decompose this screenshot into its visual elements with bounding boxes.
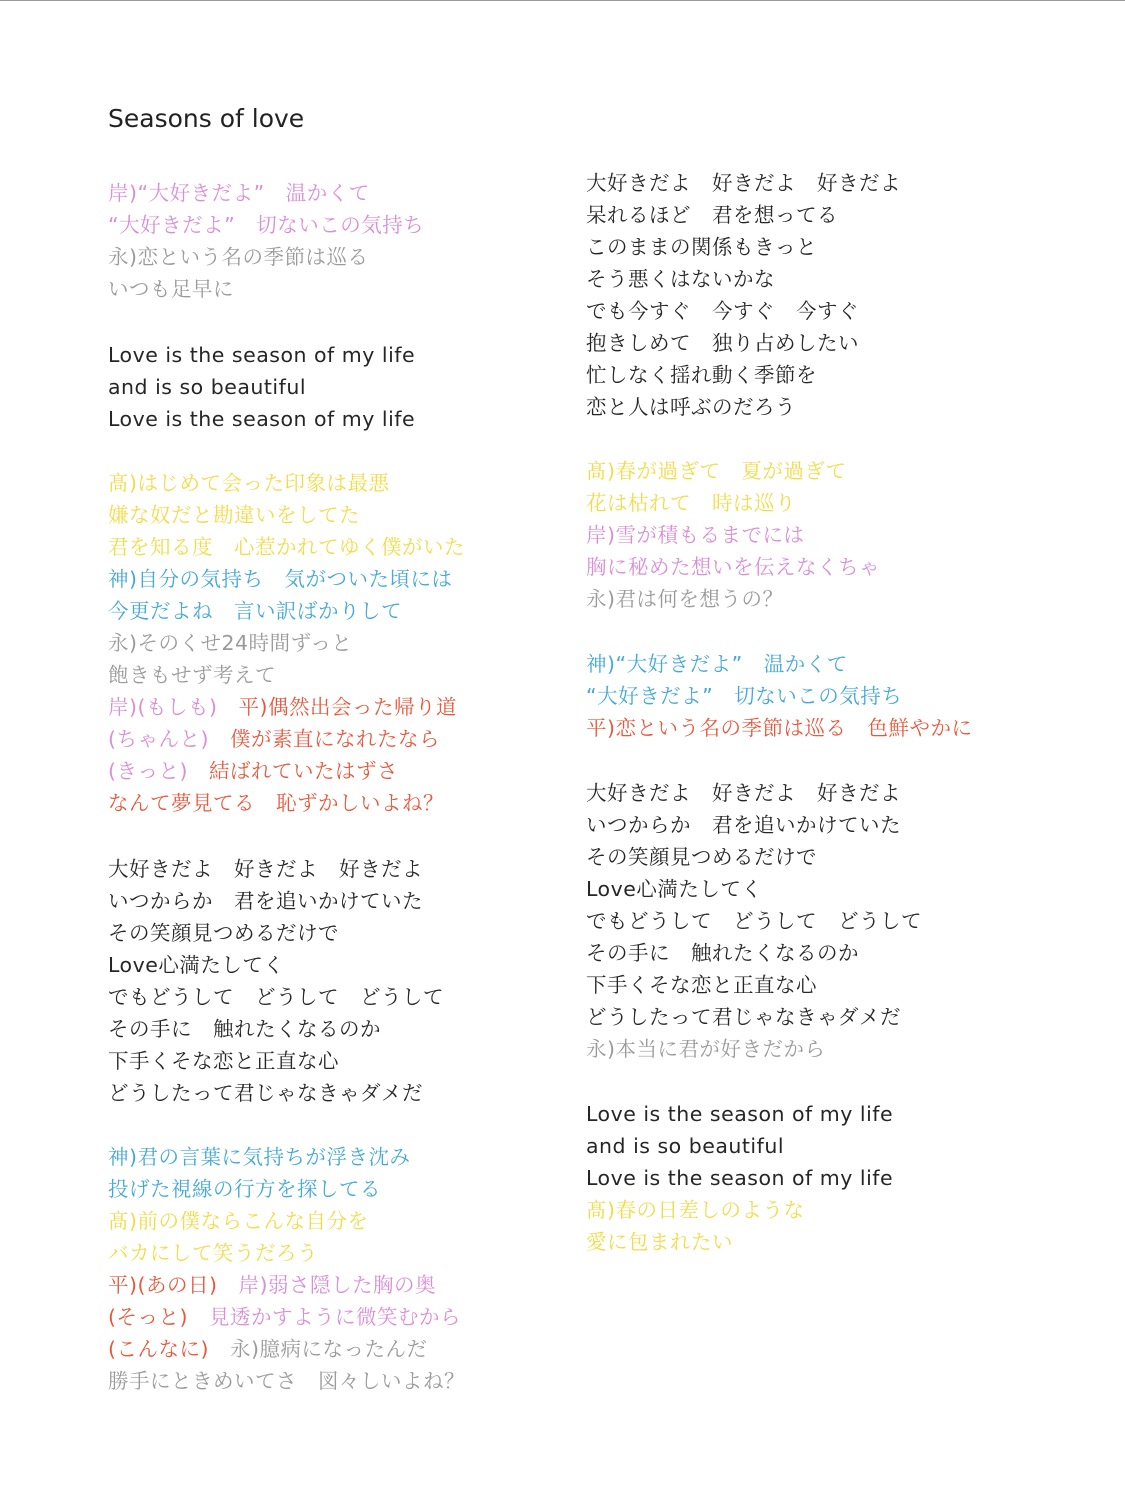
lyric-segment: Love is the season of my life — [108, 343, 416, 367]
lyric-segment: (きっと) — [108, 759, 209, 783]
lyric-line — [108, 952, 284, 978]
lyric-segment: バカにして笑うだろう — [108, 1241, 318, 1265]
lyric-segment: 髙)春の日差しのような — [586, 1198, 805, 1222]
lyric-segment: 僕が素直になれたなら — [230, 727, 440, 751]
lyric-segment: その笑顔見つめるだけで — [108, 921, 339, 945]
lyric-line — [586, 940, 859, 966]
lyric-segment: 結ばれていたはずさ — [209, 759, 398, 783]
lyric-segment: 永)恋という名の季節は巡る — [108, 245, 369, 269]
lyric-segment: 愛に包まれたい — [586, 1230, 733, 1254]
lyric-segment: 下手くそな恋と正直な心 — [108, 1049, 339, 1073]
lyric-segment: 花は枯れて 時は巡り — [586, 491, 796, 515]
lyric-segment: 大好きだよ 好きだよ 好きだよ — [108, 857, 423, 881]
lyric-line — [108, 1240, 318, 1266]
lyric-segment: どうしたって君じゃなきゃダメだ — [108, 1081, 423, 1105]
lyric-segment: でも今すぐ 今すぐ 今すぐ — [586, 299, 859, 323]
lyric-segment: 投げた視線の行方を探してる — [108, 1177, 381, 1201]
lyric-line — [586, 1004, 901, 1030]
lyric-line — [586, 202, 838, 228]
lyric-line — [108, 1272, 436, 1298]
lyric-line — [108, 888, 423, 914]
lyric-segment: (ちゃんと) — [108, 727, 230, 751]
lyric-segment: Love心満たしてく — [108, 953, 285, 977]
lyric-segment: 君を知る度 心惹かれてゆく僕がいた — [108, 535, 465, 559]
lyric-segment: 岸)“大好きだよ” 温かくて — [108, 181, 370, 205]
lyric-line — [108, 534, 465, 560]
lyric-segment: このままの関係もきっと — [586, 235, 817, 259]
lyric-line — [108, 598, 402, 624]
lyric-line — [586, 554, 880, 580]
lyric-segment: その手に 触れたくなるのか — [586, 941, 859, 965]
lyric-segment: 平)恋という名の季節は巡る 色鮮やかに — [586, 716, 973, 740]
lyric-line — [108, 1016, 381, 1042]
lyric-segment: Love心満たしてく — [586, 877, 763, 901]
lyric-line — [108, 470, 390, 496]
lyric-segment: Love is the season of my life — [586, 1102, 894, 1126]
lyric-segment: 岸)雪が積もるまでには — [586, 523, 805, 547]
lyric-segment: 飽きもせず考えて — [108, 663, 276, 687]
lyric-segment: 忙しなく揺れ動く季節を — [586, 363, 817, 387]
lyric-line — [108, 1208, 369, 1234]
lyric-line — [108, 212, 424, 238]
lyric-segment: でもどうして どうして どうして — [586, 909, 922, 933]
lyric-line — [108, 694, 457, 720]
lyric-segment: その笑顔見つめるだけで — [586, 845, 817, 869]
lyric-line — [108, 276, 234, 302]
lyric-line — [108, 920, 339, 946]
lyric-segment: 勝手にときめいてさ 図々しいよね？ — [108, 1369, 465, 1393]
lyric-line — [586, 522, 805, 548]
lyric-segment: 大好きだよ 好きだよ 好きだよ — [586, 781, 901, 805]
lyric-segment: and is so beautiful — [586, 1134, 785, 1158]
lyric-line — [586, 330, 859, 356]
lyric-segment: 永)そのくせ24時間ずっと — [108, 631, 353, 655]
lyric-line — [108, 630, 352, 656]
lyric-segment: 髙)はじめて会った印象は最悪 — [108, 471, 390, 495]
lyric-line — [586, 362, 817, 388]
lyric-line — [586, 1036, 826, 1062]
lyric-segment: いつからか 君を追いかけていた — [108, 889, 423, 913]
lyric-segment: 平)(あの日) — [108, 1273, 239, 1297]
lyric-segment: そう悪くはないかな — [586, 267, 775, 291]
top-divider — [0, 0, 1125, 1]
lyric-line — [586, 266, 775, 292]
lyric-line — [586, 1229, 733, 1255]
lyric-segment: 胸に秘めた想いを伝えなくちゃ — [586, 555, 880, 579]
lyric-segment: 下手くそな恋と正直な心 — [586, 973, 817, 997]
lyric-segment: 永)君は何を想うの？ — [586, 587, 784, 611]
lyric-segment: 髙)前の僕ならこんな自分を — [108, 1209, 369, 1233]
lyric-line — [108, 566, 453, 592]
lyric-line — [586, 780, 901, 806]
lyric-segment: “大好きだよ” 切ないこの気持ち — [586, 684, 903, 708]
lyric-line — [586, 458, 847, 484]
lyric-line — [586, 972, 817, 998]
lyric-segment: どうしたって君じゃなきゃダメだ — [586, 1005, 901, 1029]
lyric-segment: 神)“大好きだよ” 温かくて — [586, 652, 848, 676]
lyric-segment: 見透かすように微笑むから — [209, 1305, 461, 1329]
lyric-line — [108, 790, 444, 816]
lyric-segment: 髙)春が過ぎて 夏が過ぎて — [586, 459, 847, 483]
lyric-line — [108, 244, 369, 270]
lyric-line — [108, 856, 423, 882]
lyric-segment: Love is the season of my life — [108, 407, 416, 431]
lyric-segment: 岸)弱さ隠した胸の奥 — [238, 1273, 436, 1297]
lyric-segment: 大好きだよ 好きだよ 好きだよ — [586, 171, 901, 195]
lyric-line — [586, 1101, 893, 1127]
lyric-segment: いつからか 君を追いかけていた — [586, 813, 901, 837]
lyric-line — [108, 726, 440, 752]
lyric-line — [108, 1176, 381, 1202]
lyric-line — [108, 758, 398, 784]
lyric-segment: 抱きしめて 独り占めしたい — [586, 331, 859, 355]
lyric-segment: 恋と人は呼ぶのだろう — [586, 395, 796, 419]
lyric-line — [108, 180, 370, 206]
lyric-line — [586, 715, 973, 741]
lyric-segment: and is so beautiful — [108, 375, 307, 399]
lyric-segment: 永)本当に君が好きだから — [586, 1037, 826, 1061]
page-title: Seasons of love — [108, 104, 305, 133]
lyric-segment: 神)君の言葉に気持ちが浮き沈み — [108, 1145, 411, 1169]
lyric-line — [108, 374, 306, 400]
lyric-segment: 平)偶然出会った帰り道 — [238, 695, 457, 719]
lyric-segment: でもどうして どうして どうして — [108, 985, 444, 1009]
lyric-segment: その手に 触れたくなるのか — [108, 1017, 381, 1041]
lyric-line — [586, 876, 762, 902]
lyric-segment: 呆れるほど 君を想ってる — [586, 203, 838, 227]
lyric-segment: (そっと) — [108, 1305, 209, 1329]
lyric-line — [586, 1165, 893, 1191]
lyric-line — [586, 586, 784, 612]
lyric-line — [108, 406, 415, 432]
lyric-line — [108, 502, 360, 528]
lyric-line — [108, 1080, 423, 1106]
lyric-line — [108, 1048, 339, 1074]
lyric-line — [586, 844, 817, 870]
lyric-line — [586, 298, 859, 324]
lyric-segment: (こんなに) — [108, 1337, 230, 1361]
lyric-segment: Love is the season of my life — [586, 1166, 894, 1190]
lyric-line — [586, 908, 922, 934]
lyric-line — [586, 683, 902, 709]
lyric-segment: 神)自分の気持ち 気がついた頃には — [108, 567, 453, 591]
lyric-segment: 永)臆病になったんだ — [230, 1337, 428, 1361]
lyric-segment: 嫌な奴だと勘違いをしてた — [108, 503, 360, 527]
lyric-segment: いつも足早に — [108, 277, 234, 301]
lyric-segment: 今更だよね 言い訳ばかりして — [108, 599, 402, 623]
lyric-line — [586, 1133, 784, 1159]
lyric-line — [586, 1197, 805, 1223]
lyric-line — [586, 651, 848, 677]
lyric-line — [586, 812, 901, 838]
lyric-line — [108, 342, 415, 368]
lyric-segment: なんて夢見てる 恥ずかしいよね？ — [108, 791, 444, 815]
lyric-segment: 岸)(もしも) — [108, 695, 239, 719]
lyric-line — [586, 490, 796, 516]
lyric-line — [586, 170, 901, 196]
lyric-line — [108, 1144, 411, 1170]
lyric-line — [108, 984, 444, 1010]
lyric-line — [108, 1368, 465, 1394]
lyric-line — [108, 1304, 461, 1330]
lyric-line — [108, 1336, 428, 1362]
lyric-line — [108, 662, 276, 688]
lyric-line — [586, 394, 796, 420]
lyric-line — [586, 234, 817, 260]
lyric-segment: “大好きだよ” 切ないこの気持ち — [108, 213, 425, 237]
